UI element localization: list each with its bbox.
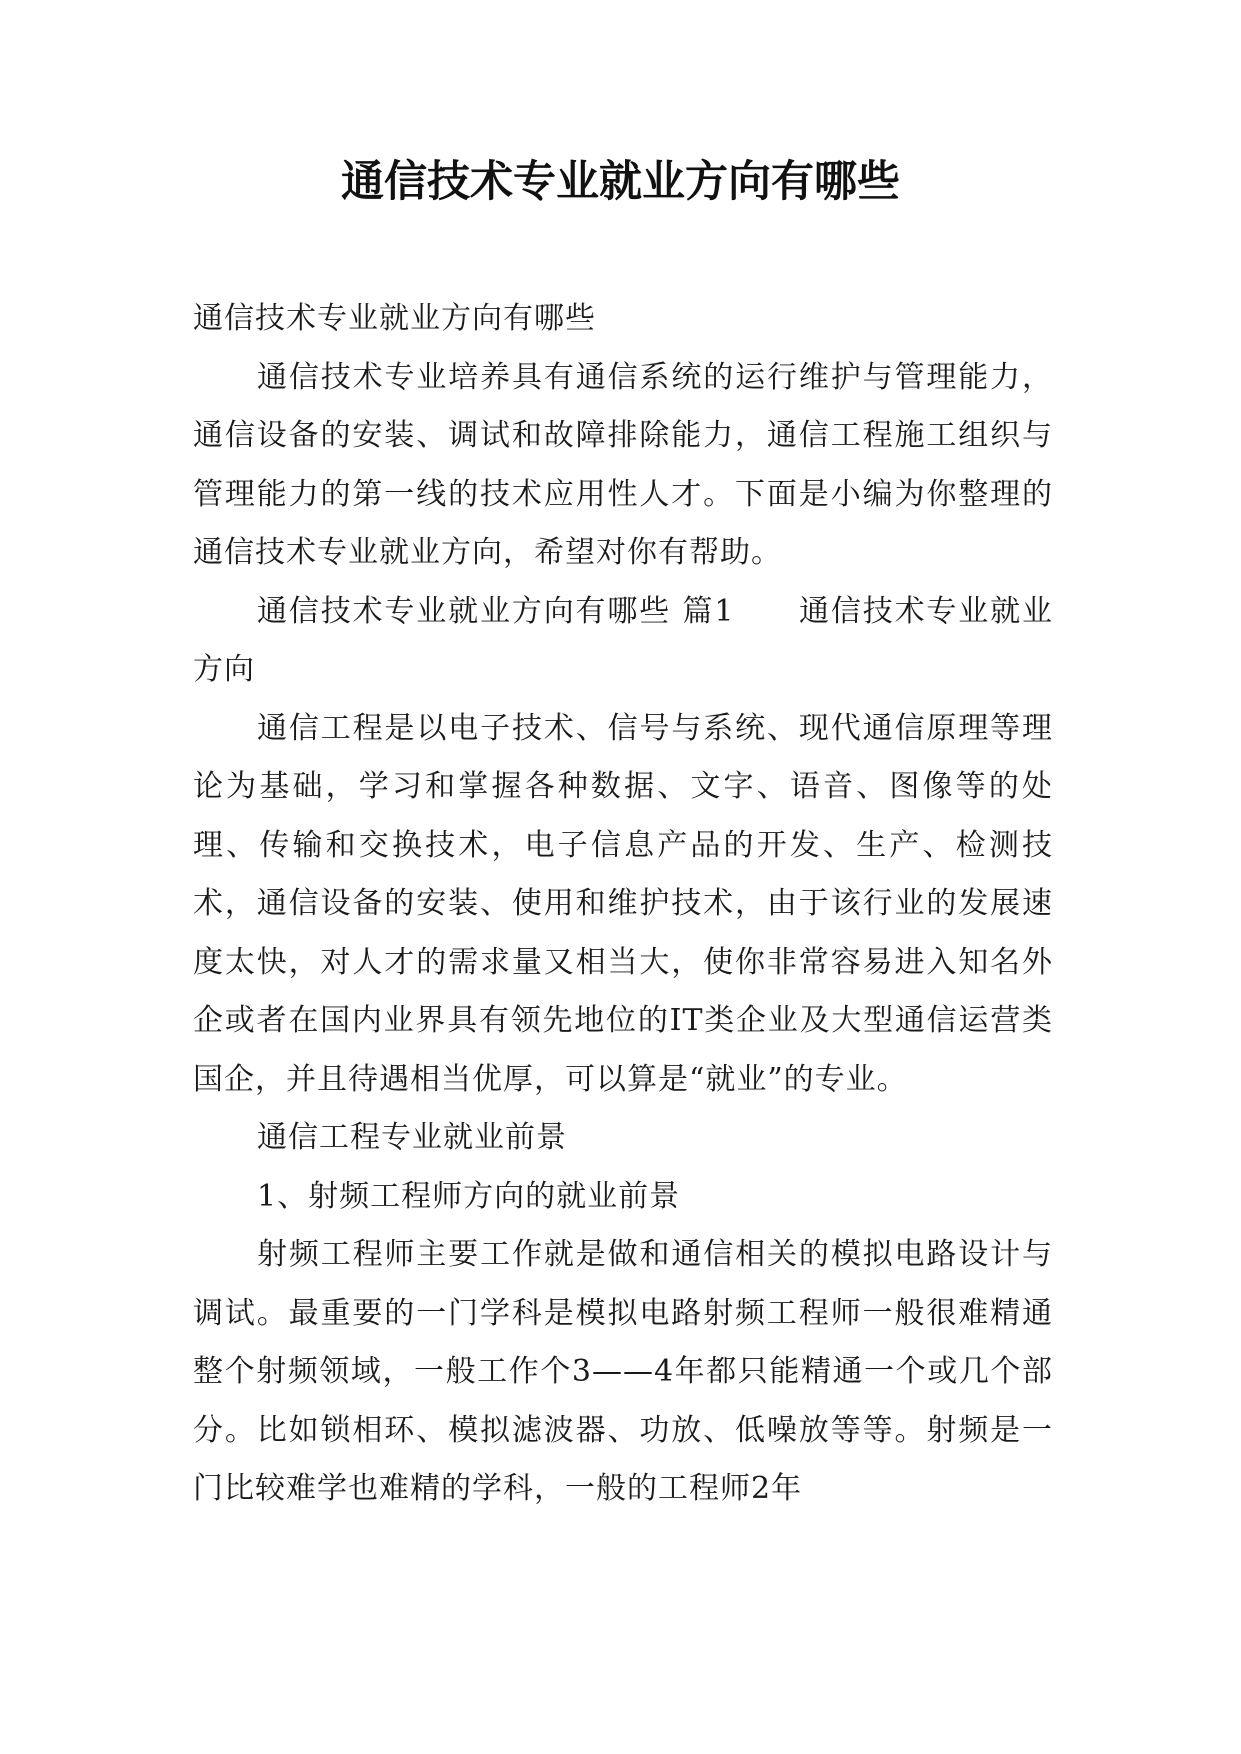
- document-title: 通信技术专业就业方向有哪些: [341, 157, 900, 207]
- paragraph-rf-heading: 1、射频工程师方向的就业前景: [257, 1178, 681, 1214]
- document-body: [193, 290, 1053, 1519]
- paragraph-communication-engineering: 通信工程是以电子技术、信号与系统、现代通信原理等理论为基础，学习和掌握各种数据、文字、语音、图像等的处理、传输和交换技术，电子信息产品的开发、生产、检测技术，通信设备的安装、使用和维护技术，由于该行业的发展速度太快，对人才的需求量又相当大，使你非常容易进入知名外企或者在国内业界具有领先地位的IT类企业及大型通信运营类国企，并且待遇相当优厚，可以算是“就业”的专业。: [193, 710, 1053, 1097]
- paragraph-section-heading: 通信技术专业就业方向有哪些 篇1 通信技术专业就业方向: [193, 593, 1053, 687]
- paragraph-prospects-heading: 通信工程专业就业前景: [257, 1120, 567, 1155]
- paragraph-intro: 通信技术专业培养具有通信系统的运行维护与管理能力，通信设备的安装、调试和故障排除能力，通信工程施工组织与管理能力的第一线的技术应用性人才。下面是小编为你整理的通信技术专业就业方向，希望对你有帮助。: [193, 359, 1053, 570]
- paragraph-rf-engineer: 射频工程师主要工作就是做和通信相关的模拟电路设计与调试。最重要的一门学科是模拟电路射频工程师一般很难精通整个射频领域，一般工作个3——4年都只能精通一个或几个部分。比如锁相环、模拟滤波器、功放、低噪放等等。射频是一门比较难学也难精的学科，一般的工程师2年: [193, 1237, 1053, 1506]
- paragraph-subtitle: 通信技术专业就业方向有哪些: [193, 301, 596, 336]
